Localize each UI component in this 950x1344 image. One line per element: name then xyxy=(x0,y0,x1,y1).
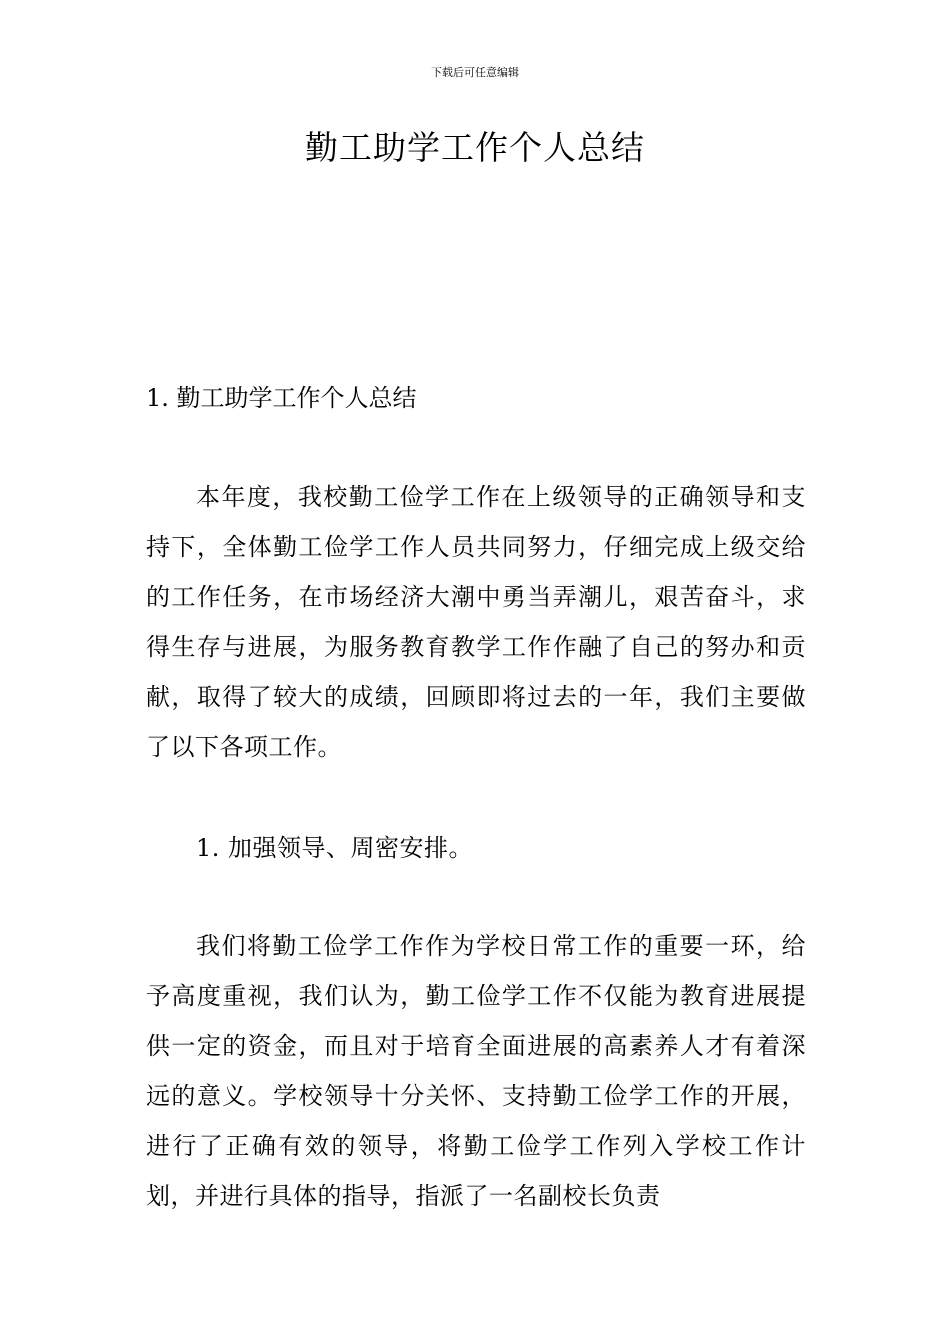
paragraph-body: 我们将勤工俭学工作作为学校日常工作的重要一环，给予高度重视，我们认为，勤工俭学工作不仅能为教育进展提供一定的资金，而且对于培育全面进展的高素养人才有着深远的意义。学校领导十分关怀、支持勤工俭学工作的开展，进行了正确有效的领导，将勤工俭学工作列入学校工作计划，并进行具体的指导，指派了一名副校长负责 xyxy=(146,932,806,1210)
header-note: 下载后可任意编辑 xyxy=(431,66,519,79)
section-heading: 1. 勤工助学工作个人总结 xyxy=(146,384,417,412)
paragraph-intro: 本年度，我校勤工俭学工作在上级领导的正确领导和支持下，全体勤工俭学工作人员共同努力，仔细完成上级交给的工作任务，在市场经济大潮中勇当弄潮儿，艰苦奋斗，求得生存与进展，为服务教育教学工作作融了自己的努办和贡献，取得了较大的成绩，回顾即将过去的一年，我们主要做了以下各项工作。 xyxy=(146,483,806,761)
paragraph-subheading: 1. 加强领导、周密安排。 xyxy=(196,834,474,862)
document-title: 勤工助学工作个人总结 xyxy=(305,128,645,167)
